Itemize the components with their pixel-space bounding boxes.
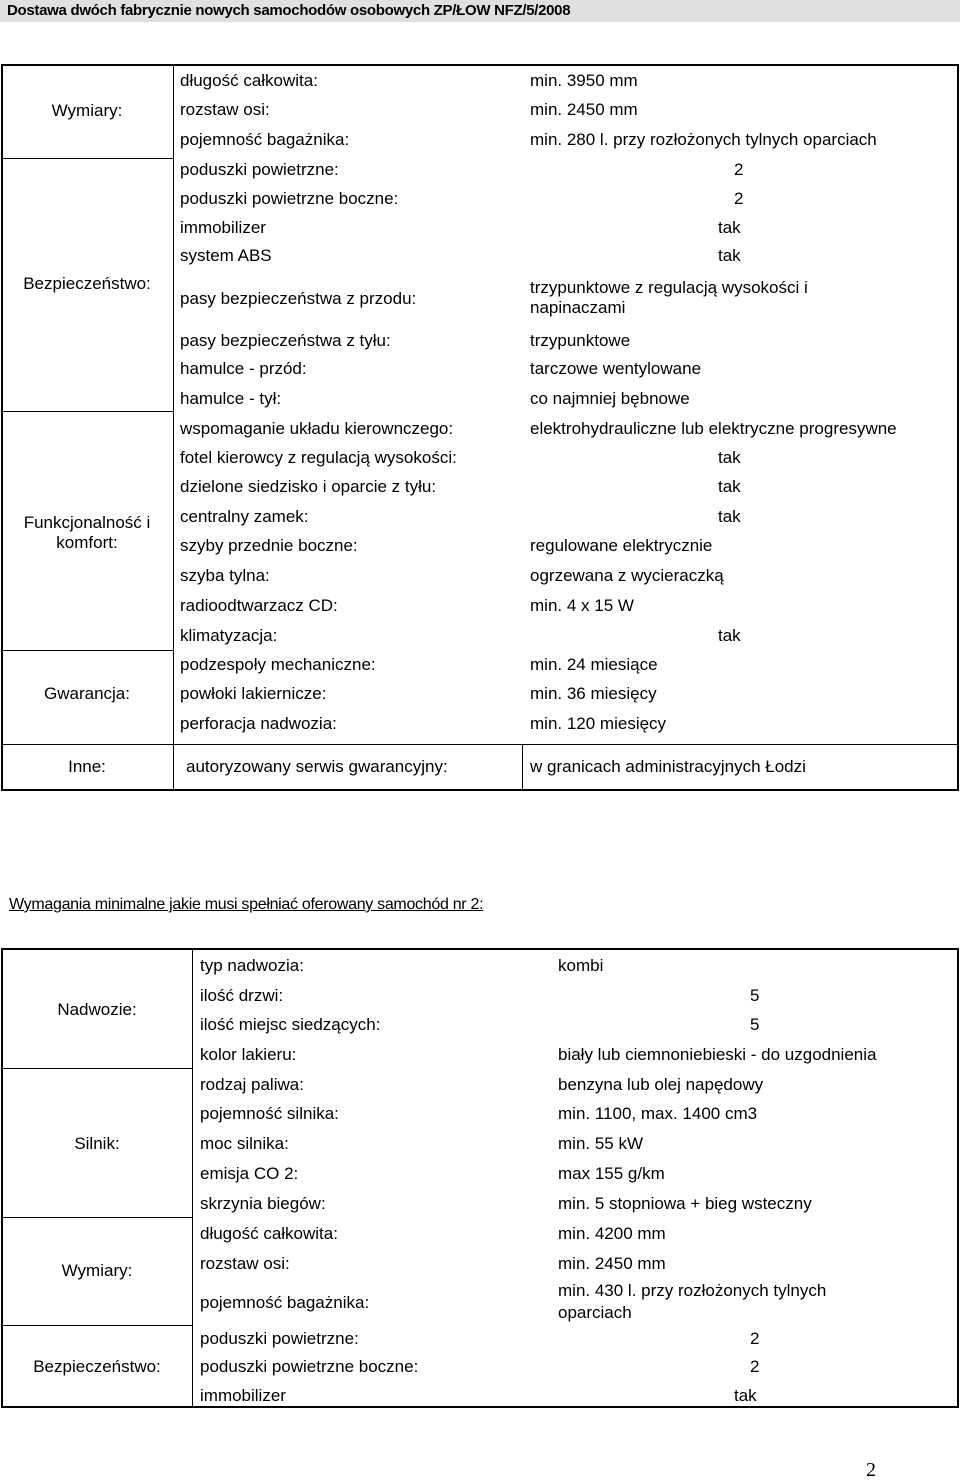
spec-label: poduszki powietrzne: <box>180 160 339 179</box>
spec-value: tak <box>718 626 741 645</box>
category-funkcjonalnosc-line2: komfort: <box>56 533 118 552</box>
spec-value: tak <box>718 507 741 526</box>
spec-label: pasy bezpieczeństwa z tyłu: <box>180 331 391 350</box>
category-gwarancja: Gwarancja: <box>44 684 130 703</box>
table1-category-divider <box>173 65 174 790</box>
spec-label: typ nadwozia: <box>200 956 304 975</box>
spec-label: fotel kierowcy z regulacją wysokości: <box>180 448 457 467</box>
spec-label: immobilizer <box>200 1386 286 1405</box>
spec-value: min. 430 l. przy rozłożonych tylnych oparciach <box>558 1281 827 1322</box>
spec-label: ilość miejsc siedzących: <box>200 1015 381 1034</box>
spec-value: trzypunktowe z regulacją wysokości i napinaczami <box>530 278 808 317</box>
spec-value: max 155 g/km <box>558 1164 665 1183</box>
spec-value: min. 120 miesięcy <box>530 714 667 733</box>
spec-value: min. 2450 mm <box>558 1254 666 1273</box>
spec-value: min. 5 stopniowa + bieg wsteczny <box>558 1194 812 1213</box>
spec-value: kombi <box>558 956 604 975</box>
spec-label: rozstaw osi: <box>180 100 270 119</box>
category-wymiary: Wymiary: <box>51 101 123 120</box>
category-bezpieczenstwo: Bezpieczeństwo: <box>23 274 151 293</box>
spec-label: dzielone siedzisko i oparcie z tyłu: <box>180 477 437 496</box>
spec-label: emisja CO 2: <box>200 1164 299 1183</box>
spec-label: szyba tylna: <box>180 566 270 585</box>
category-funkcjonalnosc: Funkcjonalność i <box>23 513 151 532</box>
requirements-table-2 <box>1 948 959 1408</box>
spec-label: rozstaw osi: <box>200 1254 290 1273</box>
spec-value: 2 <box>750 1329 760 1348</box>
table1-row-divider <box>2 650 173 651</box>
spec-label: podzespoły mechaniczne: <box>180 655 376 674</box>
spec-label: pojemność bagażnika: <box>180 130 350 149</box>
table2-category-divider <box>192 949 193 1407</box>
spec-label: skrzynia biegów: <box>200 1194 326 1213</box>
spec-value: tak <box>718 218 741 237</box>
table2-row-divider <box>2 1217 192 1218</box>
spec-value: tak <box>718 246 741 265</box>
section-heading: Wymagania minimalne jakie musi spełniać oferowany samochód nr 2: <box>9 896 484 913</box>
spec-value: min. 36 miesięcy <box>530 684 657 703</box>
spec-label: radioodtwarzacz CD: <box>180 596 338 615</box>
spec-value: 5 <box>750 1015 760 1034</box>
spec-label: system ABS <box>180 246 272 265</box>
spec-value: min. 24 miesiące <box>530 655 658 674</box>
spec-value: co najmniej bębnowe <box>530 389 690 408</box>
spec-label: hamulce - przód: <box>180 359 307 378</box>
category-wymiary-2: Wymiary: <box>61 1261 133 1280</box>
document-title: Dostawa dwóch fabrycznie nowych samochodów osobowych ZP/ŁOW NFZ/5/2008 <box>7 2 571 19</box>
spec-label: wspomaganie układu kierownczego: <box>180 419 454 438</box>
spec-label: kolor lakieru: <box>200 1045 297 1064</box>
category-bezpieczenstwo-2: Bezpieczeństwo: <box>33 1357 161 1376</box>
category-silnik: Silnik: <box>74 1134 120 1153</box>
spec-value: 2 <box>734 160 744 179</box>
spec-value: ogrzewana z wycieraczką <box>530 566 724 585</box>
spec-label: centralny zamek: <box>180 507 309 526</box>
spec-value: tak <box>718 448 741 467</box>
spec-label: pasy bezpieczeństwa z przodu: <box>180 289 417 308</box>
spec-value: tak <box>734 1386 757 1405</box>
table2-row-divider <box>2 1325 192 1326</box>
spec-value: min. 1100, max. 1400 cm3 <box>558 1104 758 1123</box>
spec-value: regulowane elektrycznie <box>530 536 713 555</box>
spec-value: min. 2450 mm <box>530 100 638 119</box>
spec-value: w granicach administracyjnych Łodzi <box>530 757 806 776</box>
page-number: 2 <box>866 1459 876 1481</box>
table1-row-divider <box>2 744 958 745</box>
spec-label: ilość drzwi: <box>200 986 284 1005</box>
document-header <box>0 0 960 22</box>
spec-label: perforacja nadwozia: <box>180 714 337 733</box>
spec-label: immobilizer <box>180 218 266 237</box>
spec-label: hamulce - tył: <box>180 389 282 408</box>
table2-row-divider <box>2 1068 192 1069</box>
spec-label: powłoki lakiernicze: <box>180 684 327 703</box>
spec-value: min. 55 kW <box>558 1134 644 1153</box>
spec-label: rodzaj paliwa: <box>200 1075 304 1094</box>
spec-label: pojemność bagażnika: <box>200 1293 370 1312</box>
spec-label: poduszki powietrzne boczne: <box>200 1357 419 1376</box>
table1-row-divider <box>2 158 173 159</box>
spec-value: elektrohydrauliczne lub elektryczne progresywne <box>530 419 897 438</box>
spec-value: 2 <box>734 189 744 208</box>
spec-value: biały lub ciemnoniebieski - do uzgodnienia <box>558 1045 877 1064</box>
spec-value: tak <box>718 477 741 496</box>
spec-value: min. 4 x 15 W <box>530 596 634 615</box>
table1-value-divider <box>522 745 523 790</box>
category-nadwozie: Nadwozie: <box>57 1000 137 1019</box>
spec-label: długość całkowita: <box>180 71 318 90</box>
spec-value: min. 4200 mm <box>558 1224 666 1243</box>
category-inne: Inne: <box>68 757 106 776</box>
spec-label: moc silnika: <box>200 1134 289 1153</box>
table1-row-divider <box>2 411 173 412</box>
spec-value: min. 3950 mm <box>530 71 638 90</box>
spec-label: szyby przednie boczne: <box>180 536 358 555</box>
spec-value: 5 <box>750 986 760 1005</box>
spec-label: długość całkowita: <box>200 1224 338 1243</box>
spec-value: min. 280 l. przy rozłożonych tylnych oparciach <box>530 130 877 149</box>
spec-label: pojemność silnika: <box>200 1104 339 1123</box>
spec-value: trzypunktowe <box>530 331 631 350</box>
spec-label: poduszki powietrzne: <box>200 1329 359 1348</box>
spec-value: 2 <box>750 1357 760 1376</box>
spec-label: autoryzowany serwis gwarancyjny: <box>186 757 448 776</box>
spec-label: klimatyzacja: <box>180 626 278 645</box>
spec-value: tarczowe wentylowane <box>530 359 702 378</box>
spec-label: poduszki powietrzne boczne: <box>180 189 399 208</box>
spec-value: benzyna lub olej napędowy <box>558 1075 764 1094</box>
